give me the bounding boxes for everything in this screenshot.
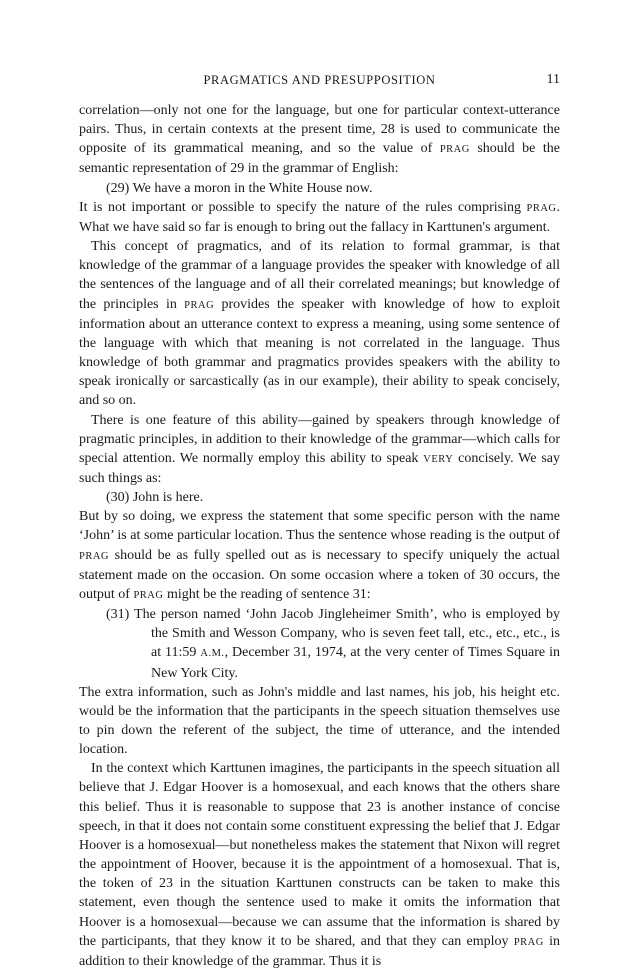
paragraph-5-text-c: might be the reading of sentence 31: [163,586,371,602]
body-text [79,101,560,971]
prag-term: PRAG [439,144,470,156]
page-header [79,73,560,91]
very-term: VERY [423,453,454,465]
paragraph-2-text-a: It is not important or possible to specify the nature of the rules comprising [79,199,527,215]
paragraph-5 [79,507,560,605]
am-term: A.M. [200,648,225,660]
paragraph-7-text-a: In the context which Karttunen imagines, the participants in the speech situation all believe that J. Edgar Hoover is a homosexual, and each knows that the others share this belief. Thus it is reasonable to suppose that 23 is another instance of concise speech, in that it does not contain some constituent expressing the belief that J. Edgar Hoover is a homosexual—but nonetheless makes the statement that Nixon will regret the appointment of Hoover, because it is the appointment of a homosexual. That is, the token of 23 in the situation Karttunen constructs can be taken to make this statement, even though the sentence used to make it omits the information that Hoover is a homosexual—because we can assume that the information is shared by the participants, that they know it to be shared, and that they can employ [79,761,560,949]
prag-term: PRAG [79,550,110,562]
prag-term: PRAG [184,299,215,311]
paragraph-5-text-a: But by so doing, we express the statement that some specific person with the name ‘John’ is at some particular location. Thus the sentence whose reading is the output of [79,509,560,544]
prag-term: PRAG [133,589,164,601]
paragraph-3 [79,237,560,410]
paragraph-3-text-a: This concept of pragmatics, and of its relation to formal grammar, is that knowledge of the grammar of a language provides the speaker with knowledge of all the sentences of the language and of all their correlated meanings; but knowledge of the principles in [79,239,560,312]
prag-term: PRAG [526,202,557,214]
example-31-text-a: (31) The person named ‘John Jacob Jingleheimer Smith’, who is employed by the Smith and Wesson Company, who is seven feet tall, etc., etc., etc., is at 11:59 [106,607,560,661]
paragraph-2-text-b: . What we have said so far is enough to bring out the fallacy in Karttunen's argument. [79,199,560,235]
paragraph-4 [79,411,560,489]
page-number: 11 [546,72,560,87]
running-head: PRAGMATICS AND PRESUPPOSITION [203,73,436,87]
paragraph-7-text-b: in addition to their knowledge of the grammar. Thus it is [79,933,561,969]
paragraph-1-text-a: correlation—only not one for the language, but one for particular context-utterance pairs. Thus, in certain contexts at the present time, 28 is used to communicate the opposite of its grammatical meaning, and so the value of [79,103,560,157]
paragraph-6: The extra information, such as John's middle and last names, his job, his height etc. would be the information that the participants in the speech situation themselves use to pin down the referent of the subject, the time of utterance, and the intended location. [79,684,560,758]
example-31 [79,605,560,683]
example-30: (30) John is here. [106,490,204,506]
paragraph-4-text-a: There is one feature of this ability—gained by speakers through knowledge of pragmatic principles, in addition to their knowledge of the grammar—which calls for special attention. We normally employ this ability to speak [79,412,560,466]
example-29: (29) We have a moron in the White House now. [106,180,373,196]
prag-term: PRAG [513,936,544,948]
paragraph-2 [79,198,560,237]
paragraph-4-text-b: concisely. We say such things as: [79,450,560,486]
paragraph-1-text-b: should be the semantic representation of 29 in the grammar of English: [79,141,561,177]
paragraph-1 [79,101,560,179]
paragraph-5-text-b: should be as fully spelled out as is necessary to specify uniquely the actual statement made on the occasion. On some occasion where a token of 30 occurs, the output of [79,547,560,602]
paragraph-7 [79,759,560,971]
example-31-text-b: , December 31, 1974, at the very center of Times Square in New York City. [151,645,560,681]
paragraph-3-text-b: provides the speaker with knowledge of how to exploit information about an utterance context to express a meaning, using some sentence of the language with which that meaning is not correlated in the language. Thus knowledge of both grammar and pragmatics provides speakers with the ability to speak ironically or sarcastically (as in our example), their ability to speak concisely, and so on. [79,296,561,409]
